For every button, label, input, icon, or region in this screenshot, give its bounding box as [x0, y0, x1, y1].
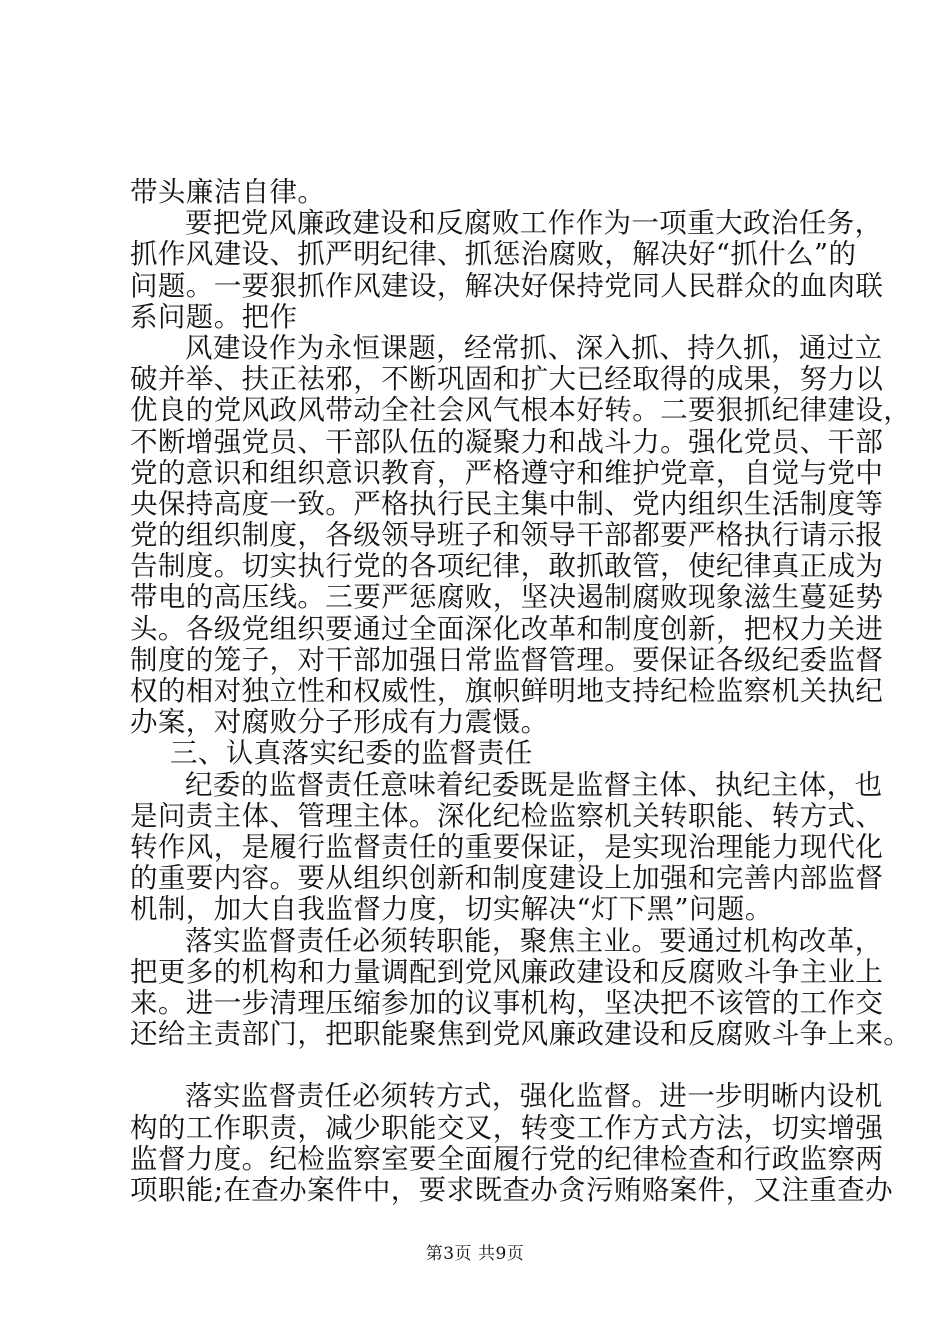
text-line: 来。进一步清理压缩参加的议事机构，坚决把不该管的工作交 — [130, 986, 884, 1019]
text-line: 转作风，是履行监督责任的重要保证，是实现治理能力现代化 — [130, 830, 884, 863]
text-line: 机制，加大自我监督力度，切实解决“灯下黑”问题。 — [130, 893, 773, 926]
text-line: 带头廉洁自律。 — [130, 176, 326, 208]
text-line: 头。各级党组织要通过全面深化改革和制度创新，把权力关进 — [130, 612, 884, 645]
text-line: 把更多的机构和力量调配到党风廉政建设和反腐败斗争主业上 — [130, 955, 884, 988]
text-line: 制度的笼子，对干部加强日常监督管理。要保证各级纪委监督 — [130, 643, 884, 676]
page-footer: 第3页 共9页 — [425, 1244, 525, 1264]
text-line: 党的组织制度，各级领导班子和领导干部都要严格执行请示报 — [130, 519, 884, 552]
text-line: 落实监督责任必须转方式，强化监督。进一步明晰内设机 — [185, 1080, 883, 1113]
text-line: 不断增强党员、干部队伍的凝聚力和战斗力。强化党员、干部 — [130, 425, 884, 458]
text-line: 权的相对独立性和权威性，旗帜鲜明地支持纪检监察机关执纪 — [130, 675, 884, 707]
document-body — [130, 176, 912, 1206]
text-line: 系问题。把作 — [130, 300, 298, 333]
text-line: 央保持高度一致。严格执行民主集中制、党内组织生活制度等 — [130, 487, 884, 520]
text-line: 是问责主体、管理主体。深化纪检监察机关转职能、转方式、 — [130, 799, 884, 832]
text-line: 抓作风建设、抓严明纪律、抓惩治腐败，解决好“抓什么”的 — [130, 238, 857, 271]
text-line: 告制度。切实执行党的各项纪律，敢抓敢管，使纪律真正成为 — [130, 550, 884, 583]
text-line: 项职能;在查办案件中，要求既查办贪污贿赂案件，又注重查办 — [130, 1174, 893, 1206]
text-line: 纪委的监督责任意味着纪委既是监督主体、执纪主体，也 — [185, 768, 883, 801]
section-heading: 三、认真落实纪委的监督责任 — [170, 737, 533, 770]
text-line: 破并举、扶正祛邪，不断巩固和扩大已经取得的成果，努力以 — [130, 363, 884, 396]
text-line: 监督力度。纪检监察室要全面履行党的纪律检查和行政监察两 — [130, 1142, 884, 1175]
text-line: 的重要内容。要从组织创新和制度建设上加强和完善内部监督 — [130, 862, 884, 895]
text-line: 构的工作职责，减少职能交叉，转变工作方式方法，切实增强 — [130, 1111, 884, 1144]
text-line: 问题。一要狠抓作风建设，解决好保持党同人民群众的血肉联 — [130, 269, 884, 302]
text-line: 风建设作为永恒课题，经常抓、深入抓、持久抓，通过立 — [185, 331, 883, 364]
text-line: 带电的高压线。三要严惩腐败，坚决遏制腐败现象滋生蔓延势 — [130, 581, 884, 614]
text-line: 还给主责部门，把职能聚焦到党风廉政建设和反腐败斗争上来。 — [130, 1018, 912, 1051]
text-line — [130, 1050, 830, 1081]
text-line: 要把党风廉政建设和反腐败工作作为一项重大政治任务， — [185, 207, 883, 240]
text-line: 落实监督责任必须转职能，聚焦主业。要通过机构改革， — [185, 924, 883, 957]
text-line: 优良的党风政风带动全社会风气根本好转。二要狠抓纪律建设， — [130, 394, 912, 427]
text-line: 党的意识和组织意识教育，严格遵守和维护党章，自觉与党中 — [130, 456, 884, 489]
text-line: 办案，对腐败分子形成有力震慑。 — [130, 706, 549, 739]
